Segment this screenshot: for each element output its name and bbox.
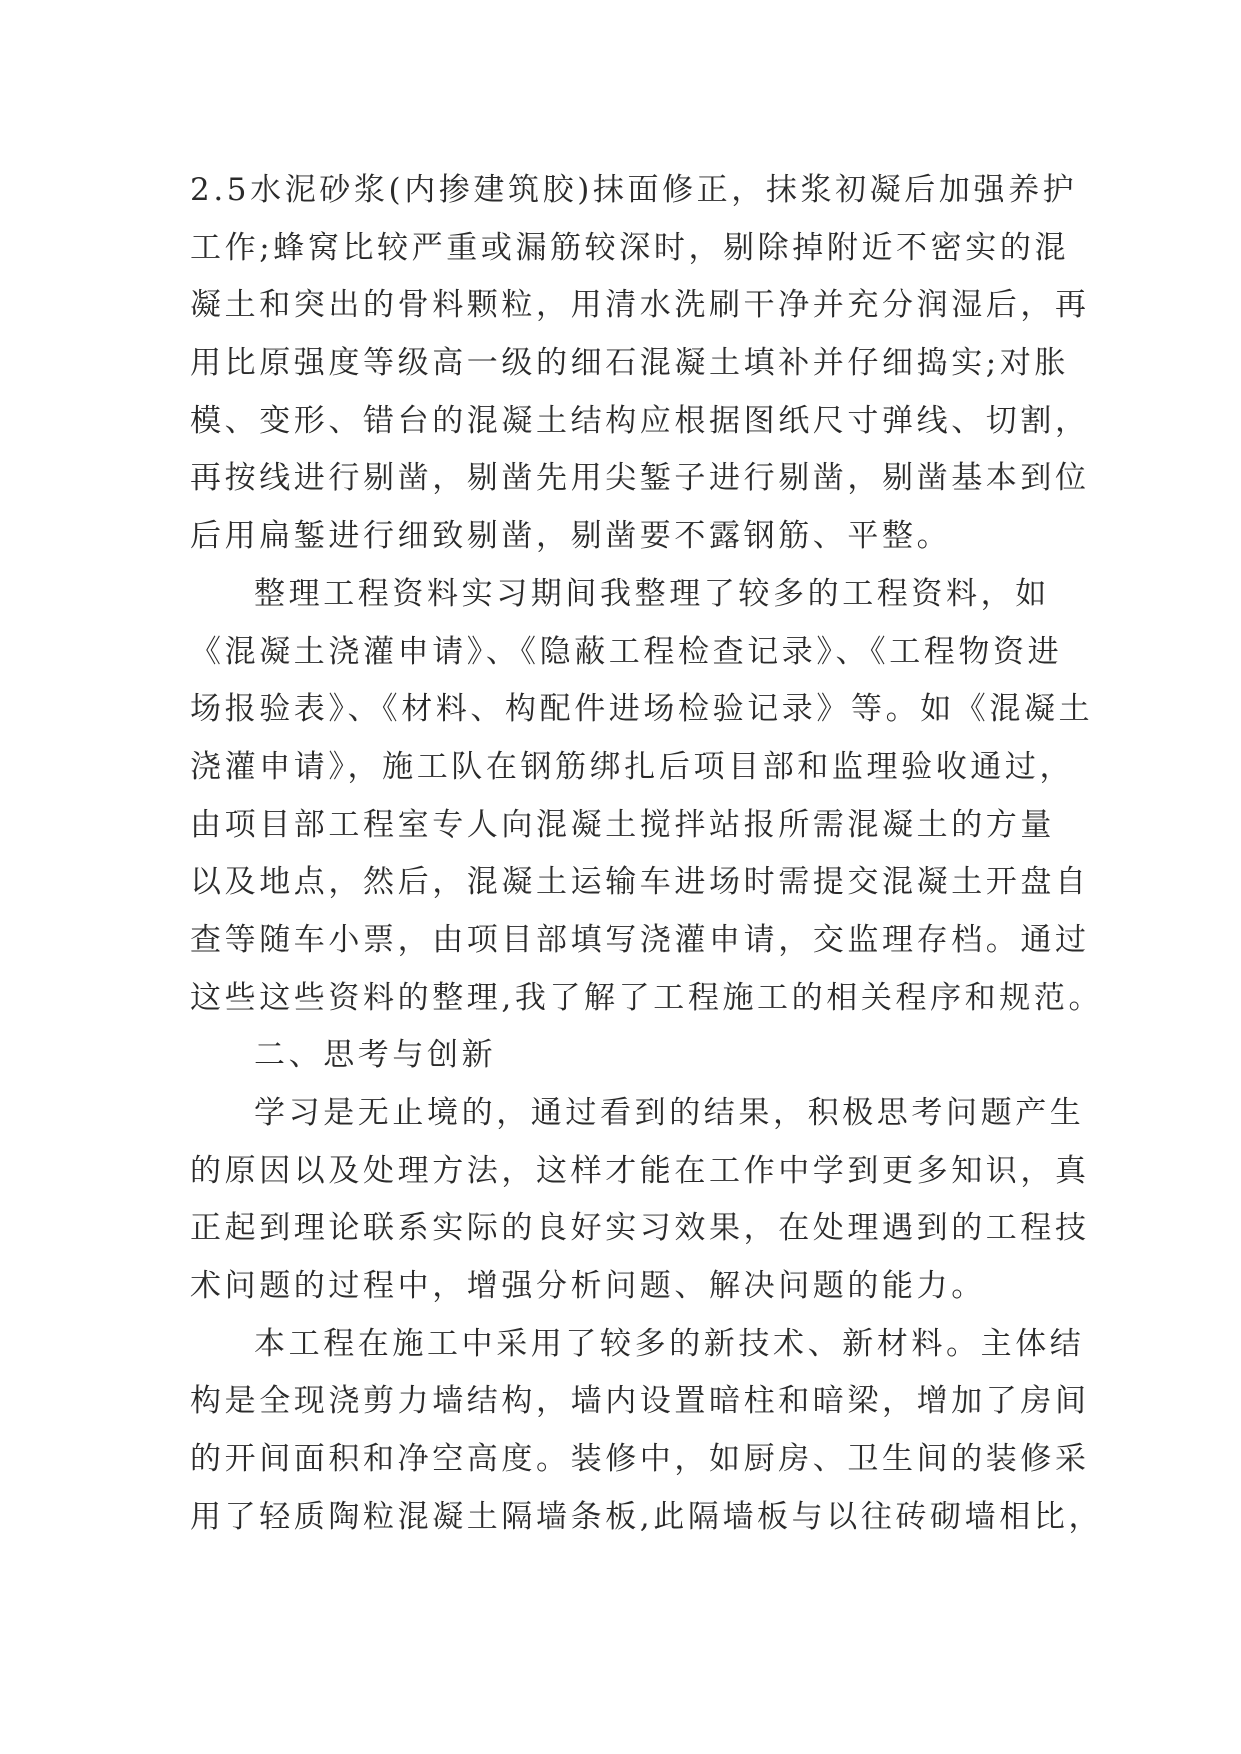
text-line: 的开间面积和净空高度。装修中，如厨房、卫生间的装修采	[190, 1441, 1090, 1478]
text-line: 模、变形、错台的混凝土结构应根据图纸尺寸弹线、切割，	[190, 402, 1090, 439]
document-body	[190, 162, 1104, 1547]
text-line: 工作;蜂窝比较严重或漏筋较深时，剔除掉附近不密实的混	[190, 229, 1070, 266]
text-line: 用了轻质陶粒混凝土隔墙条板,此隔墙板与以往砖砌墙相比，	[190, 1498, 1104, 1535]
text-line: 由项目部工程室专人向混凝土搅拌站报所需混凝土的方量	[190, 806, 1055, 843]
text-line: 再按线进行剔凿，剔凿先用尖錾子进行剔凿，剔凿基本到位	[190, 460, 1090, 497]
text-line: 整理工程资料实习期间我整理了较多的工程资料，如	[254, 575, 1050, 612]
text-line: 浇灌申请》，施工队在钢筋绑扎后项目部和监理验收通过，	[190, 748, 1075, 785]
text-line: 凝土和突出的骨料颗粒，用清水洗刷干净并充分润湿后，再	[190, 287, 1090, 324]
text-line: 《混凝土浇灌申请》、《隐蔽工程检查记录》、《工程物资进	[190, 633, 1063, 670]
text-line: 场报验表》、《材料、构配件进场检验记录》等。如《混凝土	[190, 691, 1094, 728]
text-line: 术问题的过程中，增强分析问题、解决问题的能力。	[190, 1268, 986, 1305]
text-line: 这些这些资料的整理,我了解了工程施工的相关程序和规范。	[190, 979, 1104, 1016]
text-line: 2.5水泥砂浆(内掺建筑胶)抹面修正，抹浆初凝后加强养护	[190, 172, 1078, 208]
text-line: 查等随车小票，由项目部填写浇灌申请，交监理存档。通过	[190, 921, 1090, 958]
text-line: 后用扁錾进行细致剔凿，剔凿要不露钢筋、平整。	[190, 518, 952, 555]
text-line: 本工程在施工中采用了较多的新技术、新材料。主体结	[254, 1325, 1085, 1362]
text-line: 二、思考与创新	[254, 1037, 497, 1074]
text-line: 构是全现浇剪力墙结构，墙内设置暗柱和暗梁，增加了房间	[190, 1383, 1090, 1420]
text-line: 以及地点，然后，混凝土运输车进场时需提交混凝土开盘自	[190, 864, 1090, 901]
text-line: 正起到理论联系实际的良好实习效果，在处理遇到的工程技	[190, 1210, 1090, 1247]
text-line: 学习是无止境的，通过看到的结果，积极思考问题产生	[254, 1095, 1085, 1131]
text-line: 用比原强度等级高一级的细石混凝土填补并仔细捣实;对胀	[190, 345, 1070, 382]
text-line: 的原因以及处理方法，这样才能在工作中学到更多知识，真	[190, 1152, 1090, 1189]
